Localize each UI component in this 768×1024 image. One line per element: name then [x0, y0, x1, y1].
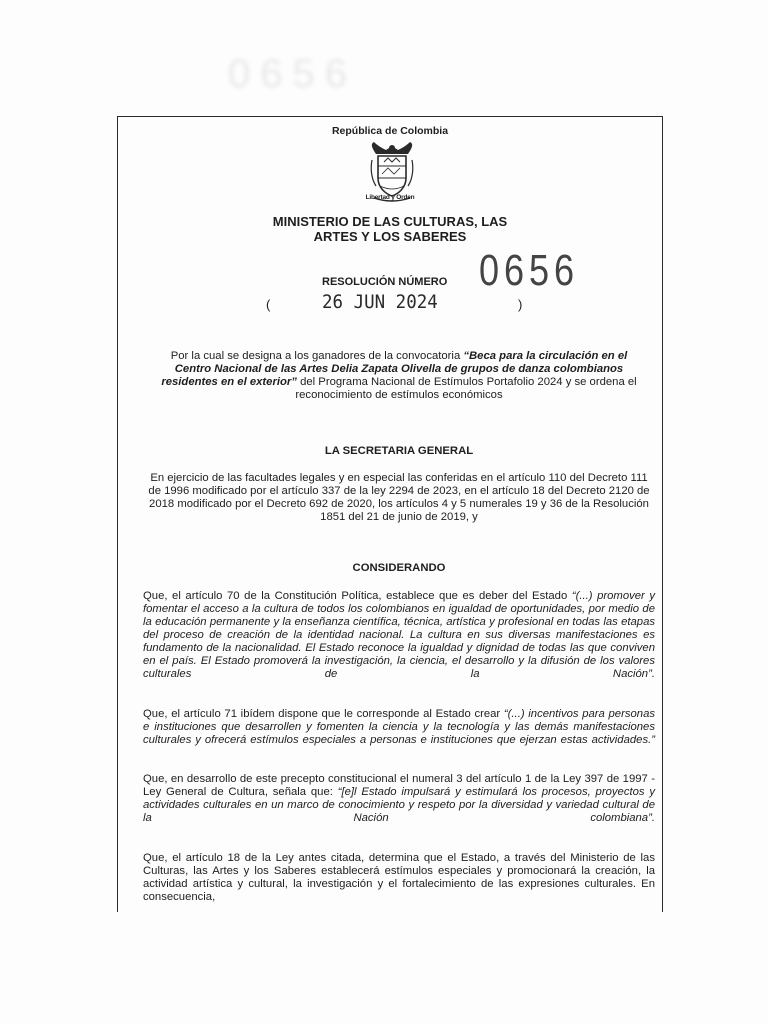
motto-label: Libertad y Orden — [365, 194, 415, 201]
resolution-label: RESOLUCIÓN NÚMERO — [322, 276, 448, 288]
considerando-paragraph-2 — [143, 708, 655, 760]
paragraph-1-text: Que, el artículo 70 de la Constitución Política, establece que es deber del Estado — [143, 590, 572, 602]
secretaria-heading: LA SECRETARIA GENERAL — [324, 445, 474, 457]
paragraph-3-quote: “[e]l Estado impulsará y estimulará los procesos, proyectos y actividades culturales en un marco de conocimiento y respeto por la diversidad y variedad cultural de la Nación colombiana”. — [143, 786, 655, 824]
considerando-paragraph-4: Que, el artículo 18 de la Ley antes citada, determina que el Estado, a través del Ministerio de las Culturas, las Artes y los Saberes establecerá estímulos especiales y promocionará la creación, la actividad artística y cultural, la investigación y el fortalecimiento de las expresiones culturales. En consecuencia, — [143, 852, 655, 903]
considerando-heading: CONSIDERANDO — [352, 562, 446, 574]
date-paren-open: ( — [266, 297, 271, 312]
considerando-paragraph-1 — [143, 590, 655, 694]
preamble-text-2: del Programa Nacional de Estímulos Portafolio 2024 y se ordena el reconocimiento de estímulos económicos — [295, 376, 637, 401]
paragraph-2-text: Que, el artículo 71 ibídem dispone que le corresponde al Estado crear — [143, 708, 504, 720]
republica-label: República de Colombia — [331, 125, 449, 137]
facultades-paragraph: En ejercicio de las facultades legales y en especial las conferidas en el artículo 110 del Decreto 111 de 1996 modificado por el artículo 337 de la ley 2294 de 2023, en el artículo 18 del Decreto 2120 de 2018 modificado por el Decreto 692 de 2020, los artículos 4 y 5 numerales 19 y 36 de la Resolución 1851 del 21 de junio de 2019, y — [148, 472, 650, 523]
preamble-text-1: Por la cual se designa a los ganadores de la convocatoria — [170, 350, 464, 362]
ministry-name — [117, 214, 663, 244]
considerando-paragraph-3 — [143, 773, 655, 838]
preamble-beca-title: “Beca para la circulación en el Centro Nacional de las Artes Delia Zapata Olivella de grupos de danza colombianos residentes en el exterior” — [161, 350, 628, 388]
paragraph-1-quote: “(...) promover y fomentar el acceso a la cultura de todos los colombianos en igualdad de oportunidades, por medio de la educación permanente y la enseñanza científica, técnica, artística y profesional en todas las etapas del proceso de creación de la identidad nacional. La cultura en sus diversas manifestaciones es fundamento de la nacionalidad. El Estado reconoce la igualdad y dignidad de todas las que conviven en el país. El Estado promoverá la investigación, la ciencia, el desarrollo y la difusión de los valores culturales de la Nación”. — [143, 590, 656, 680]
ministry-line-1: MINISTERIO DE LAS CULTURAS, LAS — [272, 214, 508, 229]
resolution-number: 0656 — [479, 246, 579, 295]
paragraph-2-quote: “(...) incentivos para personas e instituciones que desarrollen y fomenten la ciencia y la tecnología y las demás manifestaciones culturales y ofrecerá estímulos especiales a personas e instituciones que ejerzan estas actividades.” — [143, 708, 656, 746]
date-paren-close: ) — [518, 297, 523, 312]
paragraph-3-text: Que, en desarrollo de este precepto constitucional el numeral 3 del artículo 1 de la Ley 397 de 1997 - Ley General de Cultura, señala que: — [143, 773, 655, 798]
bleed-through-number: 0656 — [228, 52, 357, 96]
resolution-date-stamp: 26 JUN 2024 — [322, 291, 438, 313]
ministry-line-2: ARTES Y LOS SABERES — [313, 229, 467, 244]
preamble — [160, 350, 638, 402]
